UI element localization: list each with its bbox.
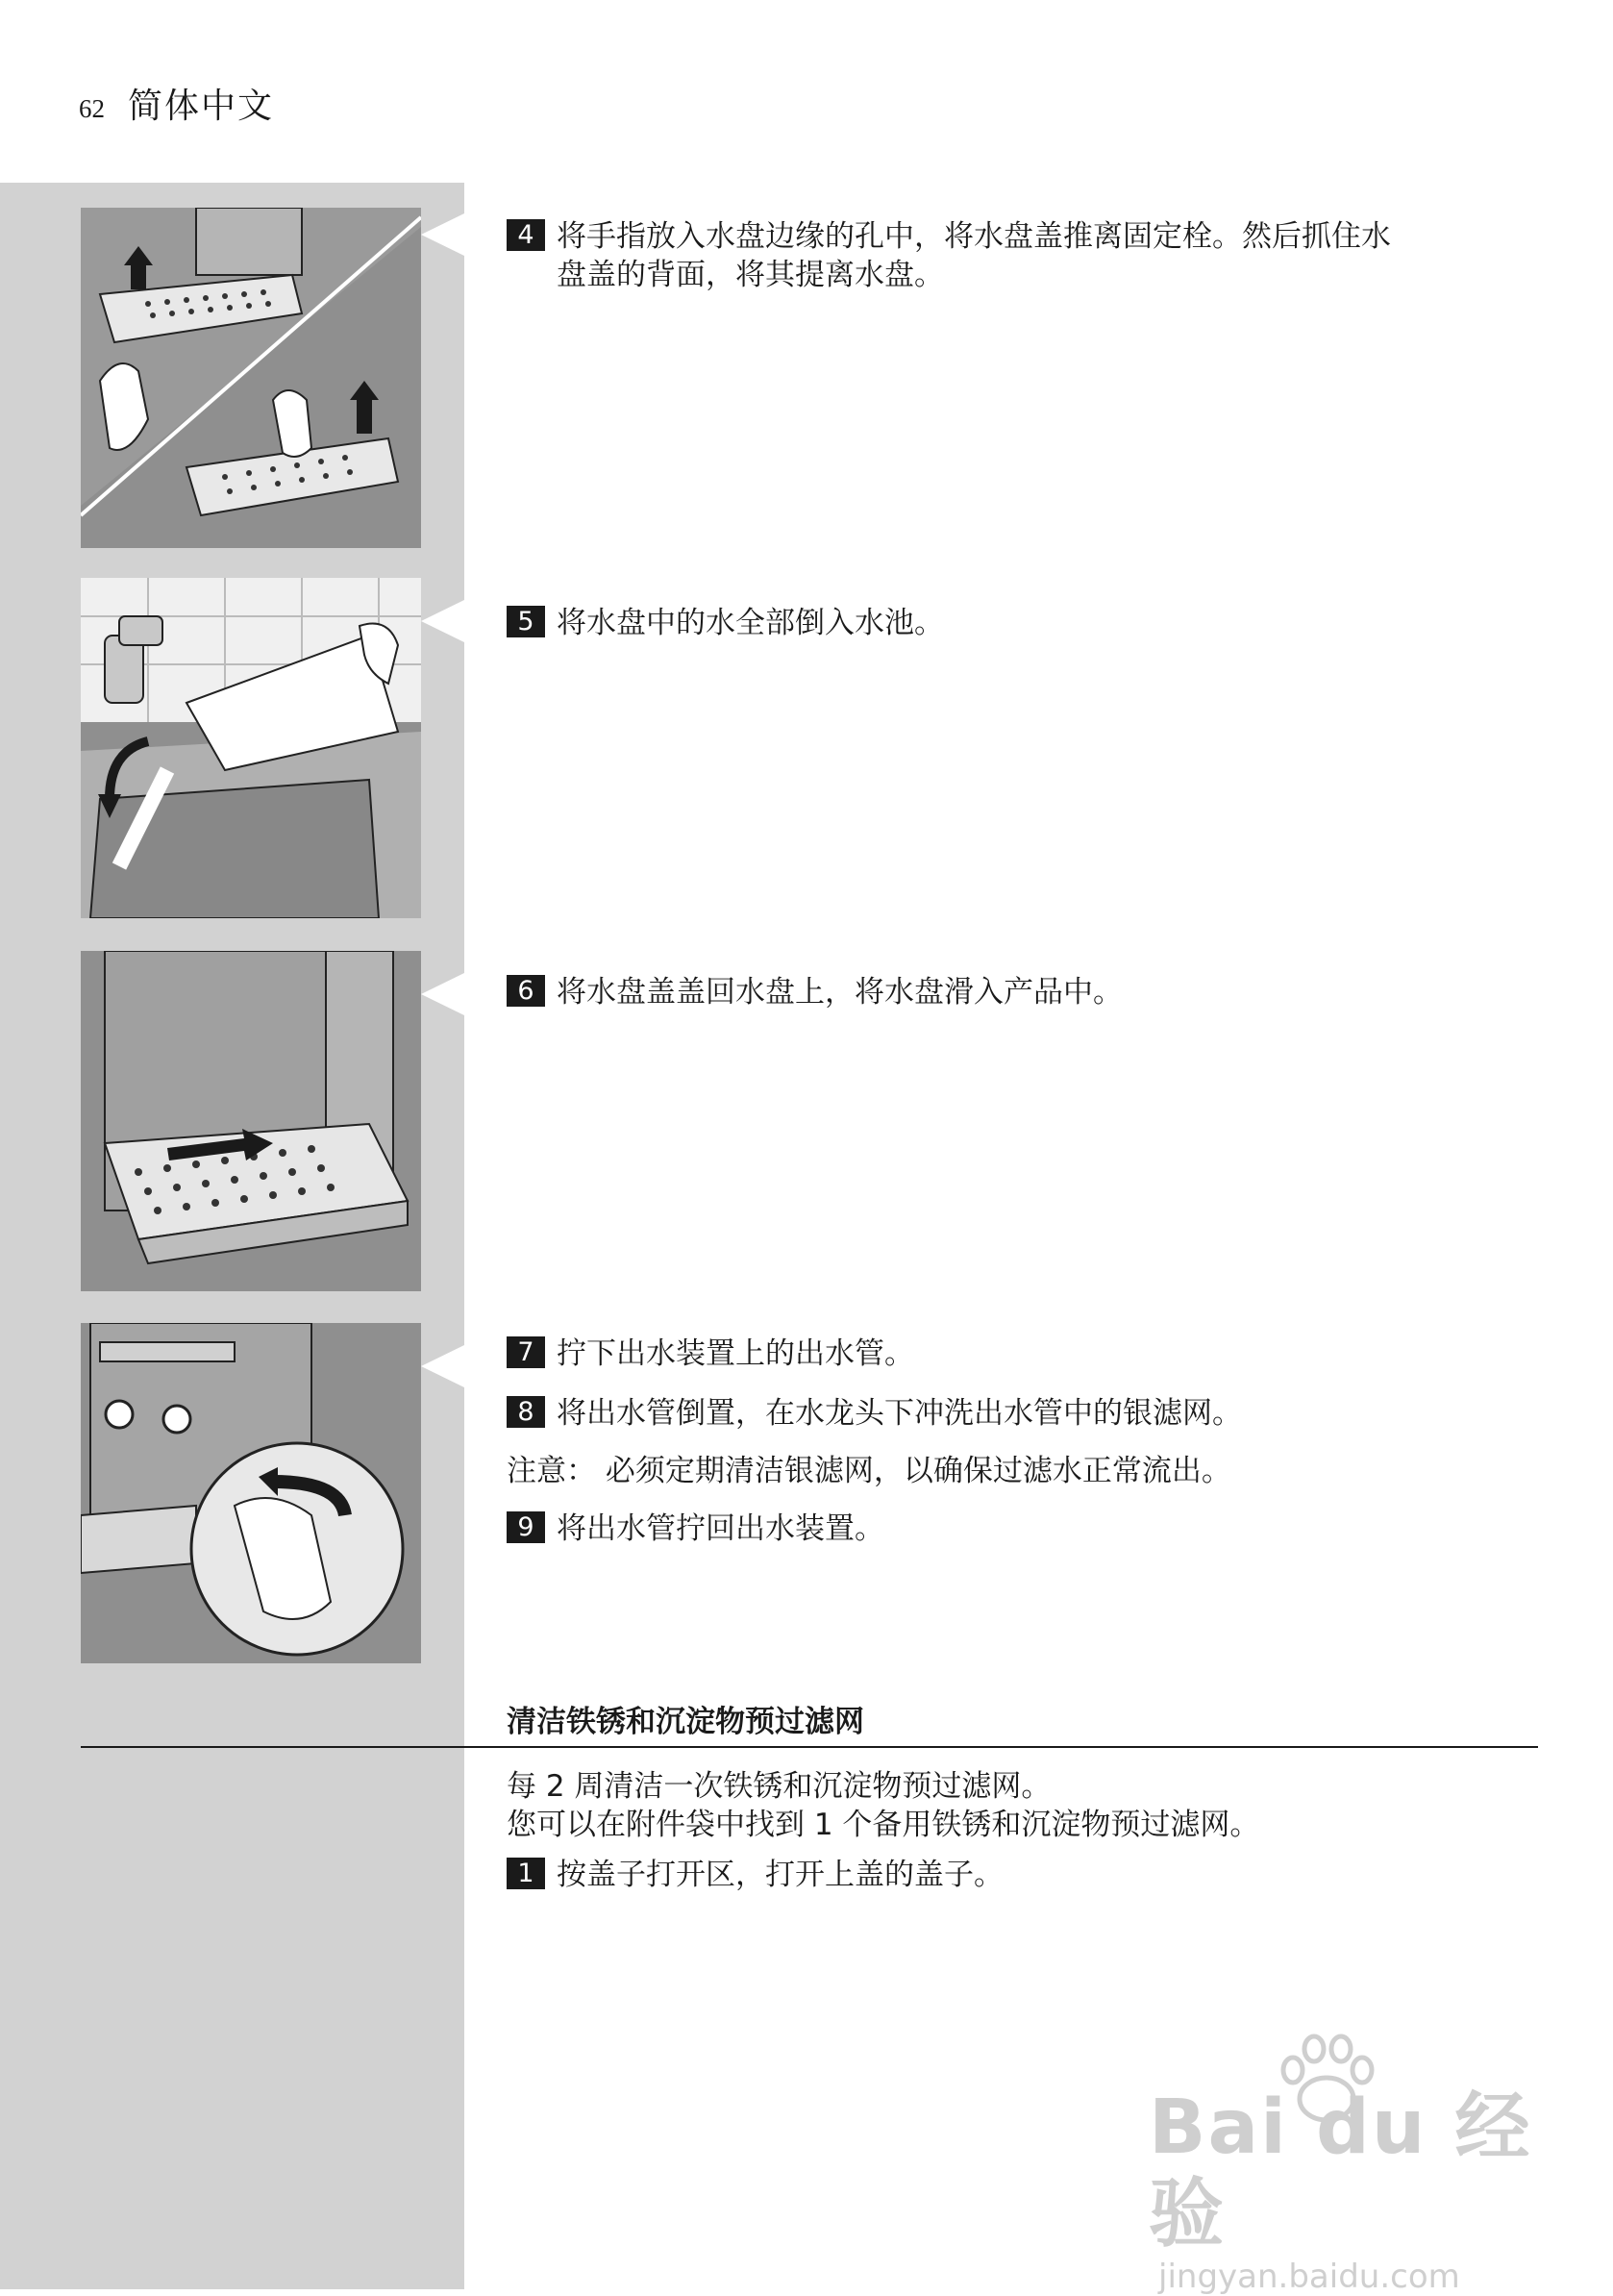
step-text: 按盖子打开区，打开上盖的盖子。 — [557, 1858, 1004, 1892]
step-text: 将水盘盖盖回水盘上，将水盘滑入产品中。 — [557, 975, 1123, 1010]
step-text-continued: 盘盖的背面，将其提离水盘。 — [557, 258, 944, 292]
step-text: 将出水管拧回出水装置。 — [557, 1511, 884, 1546]
step-8 — [507, 1394, 1545, 1433]
step-text: 将水盘中的水全部倒入水池。 — [557, 606, 944, 640]
intro-line-2: 您可以在附件袋中找到 1 个备用铁锈和沉淀物预过滤网。 — [507, 1808, 1260, 1842]
section-step-1 — [507, 1856, 1545, 1894]
step-number: 9 — [507, 1511, 545, 1543]
step-text: 拧下出水装置上的出水管。 — [557, 1336, 914, 1371]
language-label: 简体中文 — [128, 87, 275, 126]
paw-icon — [1274, 2032, 1379, 2128]
figure-pointer — [421, 213, 464, 256]
watermark-logo-text: Bai du 经验 — [1149, 2084, 1532, 2258]
section-title: 清洁铁锈和沉淀物预过滤网 — [507, 1705, 864, 1739]
step-number: 7 — [507, 1336, 545, 1368]
step-text: 将手指放入水盘边缘的孔中，将水盘盖推离固定栓。然后抓住水 — [557, 219, 1391, 254]
section-intro — [507, 1767, 1259, 1844]
figure-pointer — [421, 600, 464, 642]
illustration-unscrew-outlet — [81, 1323, 421, 1663]
step-number: 1 — [507, 1858, 545, 1889]
page-header — [79, 79, 274, 127]
figure-pointer — [421, 973, 464, 1015]
step-5 — [507, 604, 1545, 642]
note-text: 注意： 必须定期清洁银滤网，以确保过滤水正常流出。 — [507, 1454, 1231, 1488]
step-text: 将出水管倒置，在水龙头下冲洗出水管中的银滤网。 — [557, 1396, 1242, 1431]
step-4 — [507, 217, 1545, 294]
section-divider — [81, 1746, 1538, 1748]
watermark-url: jingyan.baidu.com — [1158, 2258, 1460, 2296]
page-number: 62 — [79, 94, 105, 123]
figure-pointer — [421, 1345, 464, 1387]
step-number: 8 — [507, 1396, 545, 1428]
baidu-watermark — [1149, 2084, 1533, 2296]
illustration-empty-tray — [81, 578, 421, 918]
step-number: 6 — [507, 975, 545, 1007]
intro-line-1: 每 2 周清洁一次铁锈和沉淀物预过滤网。 — [507, 1769, 1052, 1804]
step-number: 5 — [507, 606, 545, 637]
step-6 — [507, 973, 1545, 1011]
step-number: 4 — [507, 219, 545, 251]
step-9 — [507, 1510, 1545, 1548]
step-7 — [507, 1335, 1545, 1373]
illustration-replace-tray — [81, 951, 421, 1291]
illustration-remove-tray-lid — [81, 208, 421, 548]
